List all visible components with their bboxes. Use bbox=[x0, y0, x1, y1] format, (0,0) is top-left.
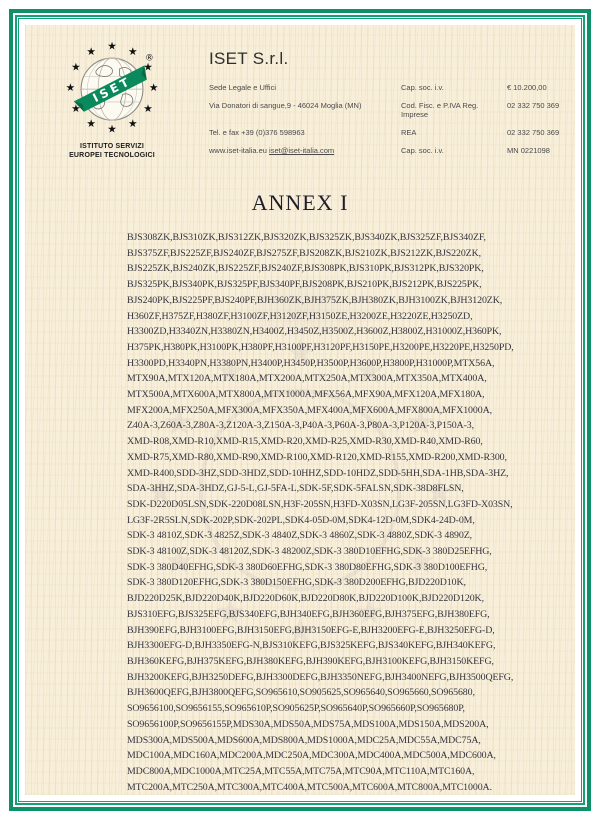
svg-text:★: ★ bbox=[404, 401, 438, 443]
rea-value: 02 332 750 369 bbox=[507, 128, 560, 137]
svg-text:★: ★ bbox=[213, 350, 247, 392]
code-list-line: BJD220D25K,BJD220D40K,BJD220D60K,BJD220D80K,BJD220D100K,BJD220D120K, bbox=[127, 593, 484, 605]
code-list-line: Z40A-3,Z60A-3,Z80A-3,Z120A-3,Z150A-3,P40A-3,P60A-3,P80A-3,P120A-3,P150A-3, bbox=[127, 420, 474, 432]
vat-value: 02 332 750 369 bbox=[507, 101, 560, 110]
code-list-line: H3300ZD,H3340ZN,H3380ZN,H3400Z,H3450Z,H3500Z,H3600Z,H3800Z,H31000Z,H360PK, bbox=[127, 326, 502, 338]
registered-trademark-icon: ® bbox=[145, 53, 154, 64]
code-list-line: BJS310EFG,BJS325EFG,BJS340EFG,BJH340EFG,BJH360EFG,BJH375EFG,BJH380EFG, bbox=[127, 608, 490, 620]
code-list-line: BJH390EFG,BJH3100EFG,BJH3150EFG,BJH3150EFG-E,BJH3200EFG-E,BJH3250EFG-D, bbox=[127, 624, 495, 636]
svg-text:★: ★ bbox=[107, 122, 117, 135]
code-list-line: SDK-3 4810Z,SDK-3 4825Z,SDK-3 4840Z,SDK-3 4860Z,SDK-3 4880Z,SDK-3 4890Z, bbox=[127, 530, 473, 542]
code-list-line: MTC200A,MTC250A,MTC300A,MTC400A,MTC500A,MTC600A,MTC800A,MTC1000A. bbox=[127, 781, 492, 793]
paper-background bbox=[25, 25, 575, 795]
code-list-line: XMD-R75,XMD-R80,XMD-R90,XMD-R100,XMD-R120,XMD-R155,XMD-R200,XMD-R300, bbox=[127, 451, 507, 463]
code-list-line: MDS300A,MDS500A,MDS600A,MDS800A,MDS1000A,MDC25A,MDC55A,MDC75A, bbox=[127, 734, 481, 746]
code-list-line: MTX500A,MTX600A,MTX800A,MTX1000A,MFX56A,MFX90A,MFX120A,MFX180A, bbox=[127, 389, 485, 401]
code-list-line: XMD-R400,SDD-3HZ,SDD-3HDZ,SDD-10HHZ,SDD-10HDZ,SDD-5HH,SDA-1HB,SDA-3HZ, bbox=[127, 467, 509, 479]
product-code-list bbox=[127, 230, 575, 795]
svg-text:★: ★ bbox=[128, 45, 138, 58]
code-list-line: SDK-D220D05LSN,SDK-220D08LSN,H3F-205SN,H3FD-X03SN,LG3F-205SN,LG3FD-X03SN, bbox=[127, 498, 513, 510]
info-row bbox=[209, 146, 565, 155]
code-list-line: BJH3300EFG-D,BJH3350EFG-N,BJS310KEFG,BJS325KEFG,BJS340KEFG,BJH340KEFG, bbox=[127, 640, 496, 652]
info-row bbox=[209, 101, 565, 119]
code-list-line: H3300PD,H3340PN,H3380PN,H3400P,H3450P,H3500P,H3600P,H3800P,H31000P,MTX56A, bbox=[127, 357, 495, 369]
registry-label: Cap. soc. i.v. bbox=[401, 146, 444, 155]
page-title: ANNEX I bbox=[251, 190, 349, 215]
svg-text:★: ★ bbox=[143, 101, 153, 115]
svg-text:★: ★ bbox=[86, 117, 96, 131]
letterhead bbox=[25, 25, 575, 164]
logo-caption bbox=[51, 142, 173, 160]
capital-label: Cap. soc. i.v. bbox=[401, 83, 444, 92]
iset-logo-icon bbox=[64, 39, 160, 135]
company-name: ISET S.r.l. bbox=[209, 49, 289, 68]
registry-value: MN 0221098 bbox=[507, 146, 550, 155]
svg-text:★: ★ bbox=[144, 470, 178, 512]
code-list-line: SO9656100P,SO9656155P,MDS30A,MDS50A,MDS75A,MDS100A,MDS150A,MDS200A, bbox=[127, 718, 489, 730]
rea-label: REA bbox=[401, 128, 417, 137]
vat-label: Cod. Fisc. e P.IVA Reg. Imprese bbox=[401, 101, 479, 119]
code-list-line: H375PK,H380PK,H3100PK,H380PF,H3100PF,H3120PF,H3150PE,H3200PE,H3220PE,H3250PD, bbox=[127, 341, 514, 353]
svg-text:★: ★ bbox=[162, 401, 196, 443]
code-list-line: XMD-R08,XMD-R10,XMD-R15,XMD-R20,XMD-R25,XMD-R30,XMD-R40,XMD-R60, bbox=[127, 436, 483, 448]
address-label: Sede Legale e Uffici bbox=[209, 83, 276, 92]
svg-text:★: ★ bbox=[283, 331, 317, 373]
svg-text:★: ★ bbox=[71, 60, 81, 74]
logo-banner-text: ISET bbox=[90, 73, 134, 106]
code-list-line: BJH3600QEFG,BJH3800QEFG,SO965610,SO905625,SO965640,SO965660,SO965680, bbox=[127, 687, 475, 699]
company-details bbox=[173, 39, 565, 164]
svg-text:★: ★ bbox=[107, 39, 117, 53]
phone-fax: Tel. e fax +39 (0)376 598963 bbox=[209, 128, 305, 137]
code-list-line: SDK-3 380D40EFHG,SDK-3 380D60EFHG,SDK-3 380D80EFHG,SDK-3 380D100EFHG, bbox=[127, 561, 488, 573]
svg-text:★: ★ bbox=[148, 81, 159, 95]
logo-caption-line2: EUROPEI TECNOLOGICI bbox=[69, 152, 155, 159]
code-list-line: BJS325PK,BJS340PK,BJS325PF,BJS340PF,BJS208PK,BJS210PK,BJS212PK,BJS225PK, bbox=[127, 279, 482, 291]
code-list-line: SDK-3 48100Z,SDK-3 48120Z,SDK-3 48200Z,SDK-3 380D10EFHG,SDK-3 380D25EFHG, bbox=[127, 546, 492, 558]
code-list-line: BJS240PK,BJS225PF,BJS240PF,BJH360ZK,BJH375ZK,BJH380ZK,BJH3100ZK,BJH3120ZK, bbox=[127, 294, 503, 306]
svg-text:★: ★ bbox=[65, 81, 76, 95]
svg-text:★: ★ bbox=[404, 540, 438, 582]
email-link[interactable]: iset@iset-italia.com bbox=[269, 146, 335, 155]
svg-text:★: ★ bbox=[128, 117, 138, 131]
code-list-line: MDC100A,MDC160A,MDC200A,MDC250A,MDC300A,MDC400A,MDC500A,MDC600A, bbox=[127, 750, 496, 762]
code-list-line: H360ZF,H375ZF,H380ZF,H3100ZF,H3120ZF,H3150ZE,H3200ZE,H3220ZE,H3250ZD, bbox=[127, 310, 473, 322]
code-list-line: BJH360KEFG,BJH375KEFG,BJH380KEFG,BJH390KEFG,BJH3100KEFG,BJH3150KEFG, bbox=[127, 655, 494, 667]
inner-green-border bbox=[18, 18, 582, 802]
capital-value: € 10.200,00 bbox=[507, 83, 547, 92]
website-url: www.iset-italia.eu bbox=[209, 146, 267, 155]
svg-text:★: ★ bbox=[143, 60, 153, 74]
code-list-line: SO9656100,SO9656155,SO965610P,SO905625P,SO965640P,SO965660P,SO965680P, bbox=[127, 703, 465, 715]
middle-green-border bbox=[15, 15, 585, 805]
code-list-line: BJS375ZF,BJS225ZF,BJS240ZF,BJS275ZF,BJS208ZK,BJS210ZK,BJS212ZK,BJS220ZK, bbox=[127, 247, 482, 259]
street-address: Via Donatori di sangue,9 - 46024 Moglia (MN) bbox=[209, 101, 362, 110]
svg-text:★: ★ bbox=[213, 591, 247, 633]
info-row bbox=[209, 128, 565, 137]
code-list-line: BJS308ZK,BJS310ZK,BJS312ZK,BJS320ZK,BJS325ZK,BJS340ZK,BJS325ZF,BJS340ZF, bbox=[127, 232, 486, 243]
code-list-line: SDK-3 380D120EFHG,SDK-3 380D150EFHG,SDK-3 380D200EFHG,BJD220D10K, bbox=[127, 577, 466, 589]
code-list-line: MDC800A,MDC1000A,MTC25A,MTC55A,MTC75A,MTC90A,MTC110A,MTC160A, bbox=[127, 765, 475, 777]
logo-caption-line1: ISTITUTO SERVIZI bbox=[79, 143, 144, 150]
code-list-line: BJS225ZK,BJS240ZK,BJS225ZF,BJS240ZF,BJS308PK,BJS310PK,BJS312PK,BJS320PK, bbox=[127, 263, 484, 275]
company-logo bbox=[51, 39, 173, 164]
code-list-line: MTX90A,MTX120A,MTX180A,MTX200A,MTX250A,MTX300A,MTX350A,MTX400A, bbox=[127, 373, 487, 385]
code-list-line: BJH3200KEFG,BJH3250DEFG,BJH3300DEFG,BJH3350NEFG,BJH3400NEFG,BJH3500QEFG, bbox=[127, 671, 514, 683]
code-list-line: MFX200A,MFX250A,MFX300A,MFX350A,MFX400A,MFX600A,MFX800A,MFX1000A, bbox=[127, 404, 492, 416]
svg-text:★: ★ bbox=[353, 350, 387, 392]
info-row bbox=[209, 83, 565, 92]
outer-green-border bbox=[9, 9, 591, 811]
code-list-line: SDA-3HHZ,SDA-3HDZ,GJ-5-L,GJ-5FA-L,SDK-5F,SDK-5FALSN,SDK-38D8FLSN, bbox=[127, 483, 464, 495]
svg-text:★: ★ bbox=[162, 540, 196, 582]
code-list-line: LG3F-2R5SLN,SDK-202P,SDK-202PL,SDK4-05D-0M,SDK4-12D-0M,SDK4-24D-0M, bbox=[127, 514, 475, 526]
svg-text:★: ★ bbox=[283, 610, 317, 652]
svg-text:★: ★ bbox=[422, 470, 456, 512]
svg-text:★: ★ bbox=[71, 101, 81, 115]
svg-text:★: ★ bbox=[353, 591, 387, 633]
svg-text:★: ★ bbox=[86, 45, 96, 58]
